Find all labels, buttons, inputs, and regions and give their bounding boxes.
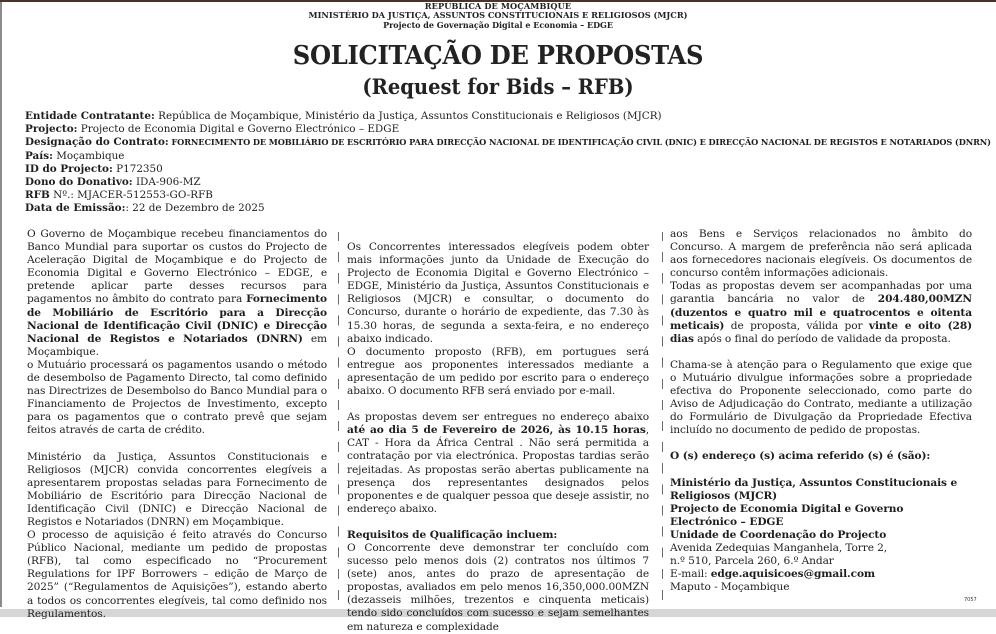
paragraph-preference-margin: aos Bens e Serviços relacionados no âmbito do Concurso. A margem de preferência não será aplicada aos fornecedores nacionais elegíveis. Os documentos de concurso contêm informações adicionais.	[670, 228, 972, 280]
metadata-block	[25, 110, 991, 216]
paragraph-payment-method: o Mutuário processará os pagamentos usando o método de desembolso de Pagamento Directo, tal como definido nas Directrizes de Desembolso do Banco Mundial para o Financiamento de Projectos de Investimento, excepto para os pagamentos que o contrato prevê que sejam feitos através de carta de crédito.	[27, 358, 327, 437]
meta-issue-date: Data de Emissão:: 22 de Dezembro de 2025	[25, 202, 265, 215]
header-project: Projecto de Governação Digital e Economia – EDGE	[383, 20, 613, 30]
paragraph-invitation: Ministério da Justiça, Assuntos Constitucionais e Religiosos (MJCR) convida concorrentes elegíveis a apresentarem propostas seladas para Fornecimento de Mobiliário de Escritório para Direcção Nacional de Identificação Civil (DNIC) e Direcção Nacional de Registos e Notariados (DNRN) em Moçambique.	[27, 450, 327, 528]
column-divider	[662, 232, 663, 610]
address-city: Maputo - Moçambique	[670, 581, 790, 594]
address-org-project: Projecto de Economia Digital e Governo Electrónico – EDGE	[670, 502, 904, 528]
header-ministry: MINISTÉRIO DA JUSTIÇA, ASSUNTOS CONSTITUCIONAIS E RELIGIOSOS (MJCR)	[308, 10, 688, 20]
meta-country: País: Moçambique	[25, 149, 125, 162]
address-block	[670, 477, 972, 595]
meta-contract-designation: Designação do Contrato: FORNECIMENTO DE MOBILIÁRIO DE ESCRITÓRIO PARA DIRECÇÃO NACIONAL DE IDENTIFICAÇÃO CIVIL (DNIC) E DIRECÇÃO NACIONAL DE REGISTOS E NOTARIADOS (DNRN)	[25, 136, 991, 149]
paragraph-information: Os Concorrentes interessados elegíveis podem obter mais informações junto da Unidade de Execução do Projecto de Economia Digital e Governo Electrónico – EDGE, Ministério da Justiça, Assuntos Constitucionais e Religiosos (MJCR) e consultar, o documento do Concurso, durante o horário de expediente, das 7.30 às 15.30 horas, de segunda a sexta-feira, e no endereço abaixo indicado.	[347, 241, 649, 345]
paragraph-bid-security: Todas as propostas devem ser acompanhadas por uma garantia bancária no valor de 204.480,00MZN (duzentos e quatro mil e quatrocentos e oitenta meticais) de proposta, válida por vinte e oito (28) dias após o final do período de validade da proposta.	[670, 280, 973, 345]
meta-rfb-number: RFB Nº.: MJACER-512553-GO-RFB	[25, 189, 213, 202]
paragraph-financing: O Governo de Moçambique recebeu financiamentos do Banco Mundial para suportar os custos do Projecto de Aceleração Digital de Moçambique e do Projecto de Economia Digital e Governo Electrónico – EDGE, e pretende aplicar parte desses recursos para pagamentos no âmbito do contrato para Fornecimento de Mobiliário de Escritório para a Direcção Nacional de Identificação Civil (DNIC) e Direcção Nacional de Registos e Notariados (DNRN) em Moçambique.	[27, 228, 328, 358]
ad-reference-code: 7057	[964, 597, 977, 603]
meta-project: Projecto: Projecto de Economia Digital e Governo Electrónico – EDGE	[25, 123, 400, 136]
column-divider	[338, 232, 339, 610]
qualification-heading: Requisitos de Qualificação incluem:	[347, 528, 558, 541]
column-1	[27, 228, 327, 621]
meta-project-id: ID do Projecto: P172350	[25, 162, 163, 175]
paragraph-beneficial-ownership: Chama-se à atenção para o Regulamento que exige que o Mutuário divulgue informações sobre a propriedade efectiva do Proponente seleccionado, como parte do Aviso de Adjudicação do Contrato, mediante a utilização do Formulário de Divulgação da Propriedade Efectiva incluído no documento de pedido de propostas.	[670, 358, 972, 437]
address-email-line: E-mail: edge.aquisicoes@gmail.com	[670, 568, 876, 581]
paragraph-procurement-process: O processo de aquisição é feito através do Concurso Público Nacional, mediante um pedido de propostas (RFB), tal como especificado no “Procurement Regulations for IPF Borrowers – edição de Março de 2025” (“Regulamentos de Aquisições”), estando aberto a todos os concorrentes elegíveis, tal como definido nos Regulamentos.	[27, 529, 327, 620]
address-heading: O (s) endereço (s) acima referido (s) é (são):	[670, 450, 931, 463]
left-border-rule	[0, 2, 2, 607]
address-street: Avenida Zedequias Manganhela, Torre 2,	[670, 541, 888, 554]
header-country: REPÚBLICA DE MOÇAMBIQUE	[424, 1, 572, 11]
email-link[interactable]: edge.aquisicoes@gmail.com	[710, 568, 876, 581]
document-title: SOLICITAÇÃO DE PROPOSTAS	[292, 41, 704, 71]
paragraph-document-delivery: O documento proposto (RFB), em portugues será entregue aos proponentes interessados mediante a apresentação de um pedido por escrito para o endereço abaixo. O documento RFB será enviado por e-mail.	[347, 345, 649, 398]
meta-contracting-entity: Entidade Contratante: República de Moçambique, Ministério da Justiça, Assuntos Constitucionais e Religiosos (MJCR)	[25, 110, 662, 122]
paragraph-submission-deadline: As propostas devem ser entregues no endereço abaixo até ao dia 5 de Fevereiro de 2026, às 10.15 horas, CAT - Hora da África Central . Não será permitida a contratação por via electrónica. Propostas tardias serão rejeitadas. As propostas serão abertas publicamente na presença dos representantes designados pelos proponentes e de qualquer pessoa que deseje assistir, no endereço abaixo.	[347, 411, 649, 515]
address-unit: Unidade de Coordenação do Projecto	[670, 528, 887, 541]
paragraph-qualification: O Concorrente deve demonstrar ter concluído com sucesso pelo menos dois (2) contratos nos últimos 7 (sete) anos, antes do prazo de apresentação de propostas, avaliados em pelo menos 16,350,000.00MZN (dezasseis milhões, trezentos e cinquenta meticais) tendo sido concluídos com sucesso e sejam semelhantes em natureza e complexidade	[347, 541, 649, 633]
column-2	[347, 241, 649, 634]
meta-grant-owner: Dono do Donativo: IDA-906-MZ	[25, 176, 201, 189]
document-subtitle: (Request for Bids – RFB)	[362, 74, 634, 99]
address-org-ministry: Ministério da Justiça, Assuntos Constitucionais e Religiosos (MJCR)	[670, 476, 958, 502]
address-number: n.º 510, Parcela 260, 6.º Andar	[670, 555, 834, 568]
column-3	[670, 228, 972, 594]
